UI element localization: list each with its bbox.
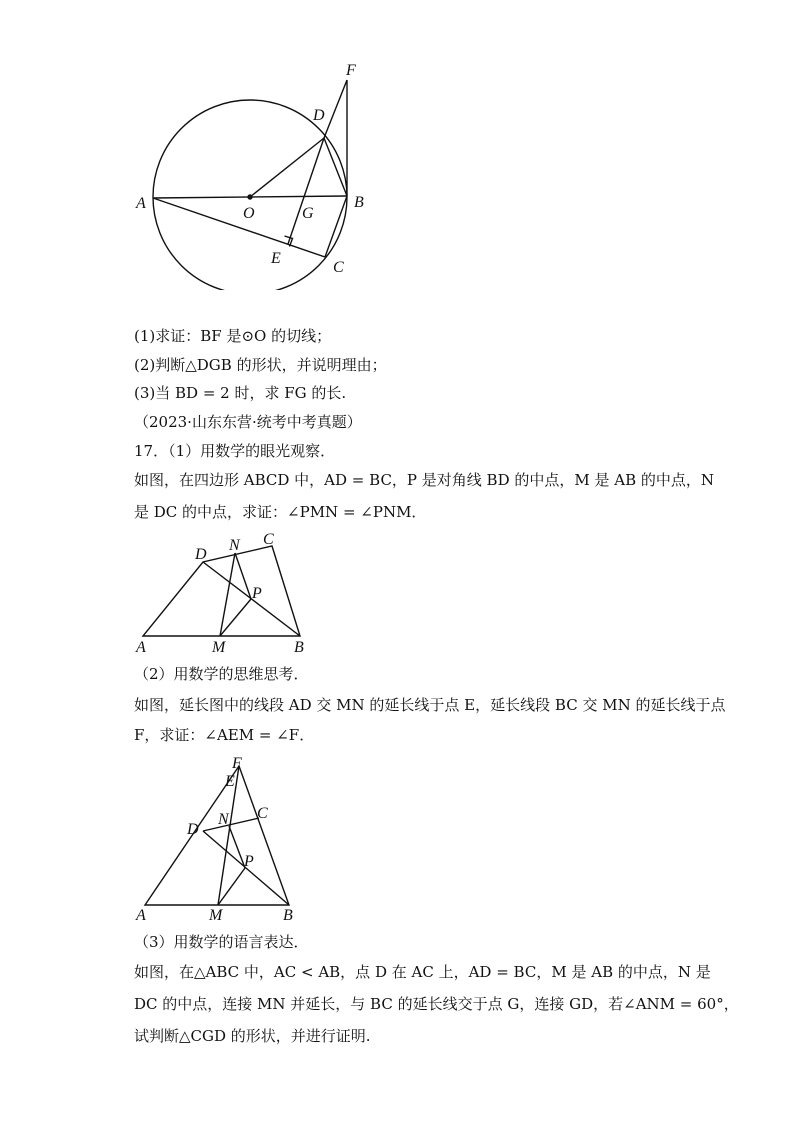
label-f: F [346,62,356,79]
label-d: D [187,821,199,838]
label-b: B [354,194,364,211]
label-a: A [136,639,146,656]
label-a: A [136,907,146,924]
label-p: P [244,853,254,870]
label-d: D [313,107,325,124]
label-o: O [243,205,255,222]
q17-part3-line3: 试判断△CGD 的形状，并进行证明. [134,1027,371,1045]
triangle-afb [145,766,289,905]
label-c: C [333,259,344,276]
q17-part3-line2: DC 的中点，连接 MN 并延长，与 BC 的延长线交于点 G，连接 GD，若∠ANM = 60°， [134,995,739,1013]
label-m: M [212,639,226,656]
segment-od [250,138,324,197]
label-n: N [229,537,240,554]
q17-part3-title: （3）用数学的语言表达． [134,933,309,951]
q17-part2-line2: F，求证：∠AEM = ∠F． [134,726,315,744]
circle-figure [120,55,390,290]
label-d: D [195,546,207,563]
segment-de [288,138,324,244]
q16-part1: (1)求证：BF 是⊙O 的切线； [134,327,332,345]
label-b: B [294,639,304,656]
label-e: E [225,773,235,790]
label-f: F [232,755,242,772]
label-m: M [209,907,223,924]
q17-part2-line1: 如图，延长图中的线段 AD 交 MN 的延长线于点 E，延长线段 BC 交 MN 的延长线于点 [134,696,726,714]
q17-part2-title: （2）用数学的思维思考． [134,665,309,683]
q17-part1-line1: 如图，在四边形 ABCD 中，AD = BC，P 是对角线 BD 的中点，M 是 AB 的中点，N [134,471,715,489]
label-p: P [252,585,262,602]
segment-ac [153,198,325,257]
label-g: G [302,205,314,222]
quad-figure-2 [130,755,310,925]
label-c: C [263,531,274,548]
q17-part1-line2: 是 DC 的中点，求证：∠PMN = ∠PNM． [134,503,427,521]
quad-abcd [143,546,300,636]
segment-mn [220,553,235,636]
segment-bc [325,196,347,257]
label-a: A [136,195,146,212]
label-e: E [271,250,281,267]
q17-part3-line1: 如图，在△ABC 中，AC < AB，点 D 在 AC 上，AD = BC，M 是 AB 的中点，N 是 [134,963,711,981]
segment-db [324,138,347,196]
label-c: C [257,805,268,822]
segment-np [229,826,245,868]
q16-part3: (3)当 BD = 2 时，求 FG 的长. [134,384,347,402]
label-n: N [218,811,229,828]
q16-part2: (2)判断△DGB 的形状，并说明理由； [134,356,387,374]
quad-figure-1 [130,528,320,658]
q17-intro: 17．（1）用数学的眼光观察． [134,442,336,460]
segment-df [324,80,347,138]
source-note: （2023·山东东营·统考中考真题） [134,413,362,431]
label-b: B [283,907,293,924]
segment-mp [220,599,251,636]
center-dot [248,195,252,199]
